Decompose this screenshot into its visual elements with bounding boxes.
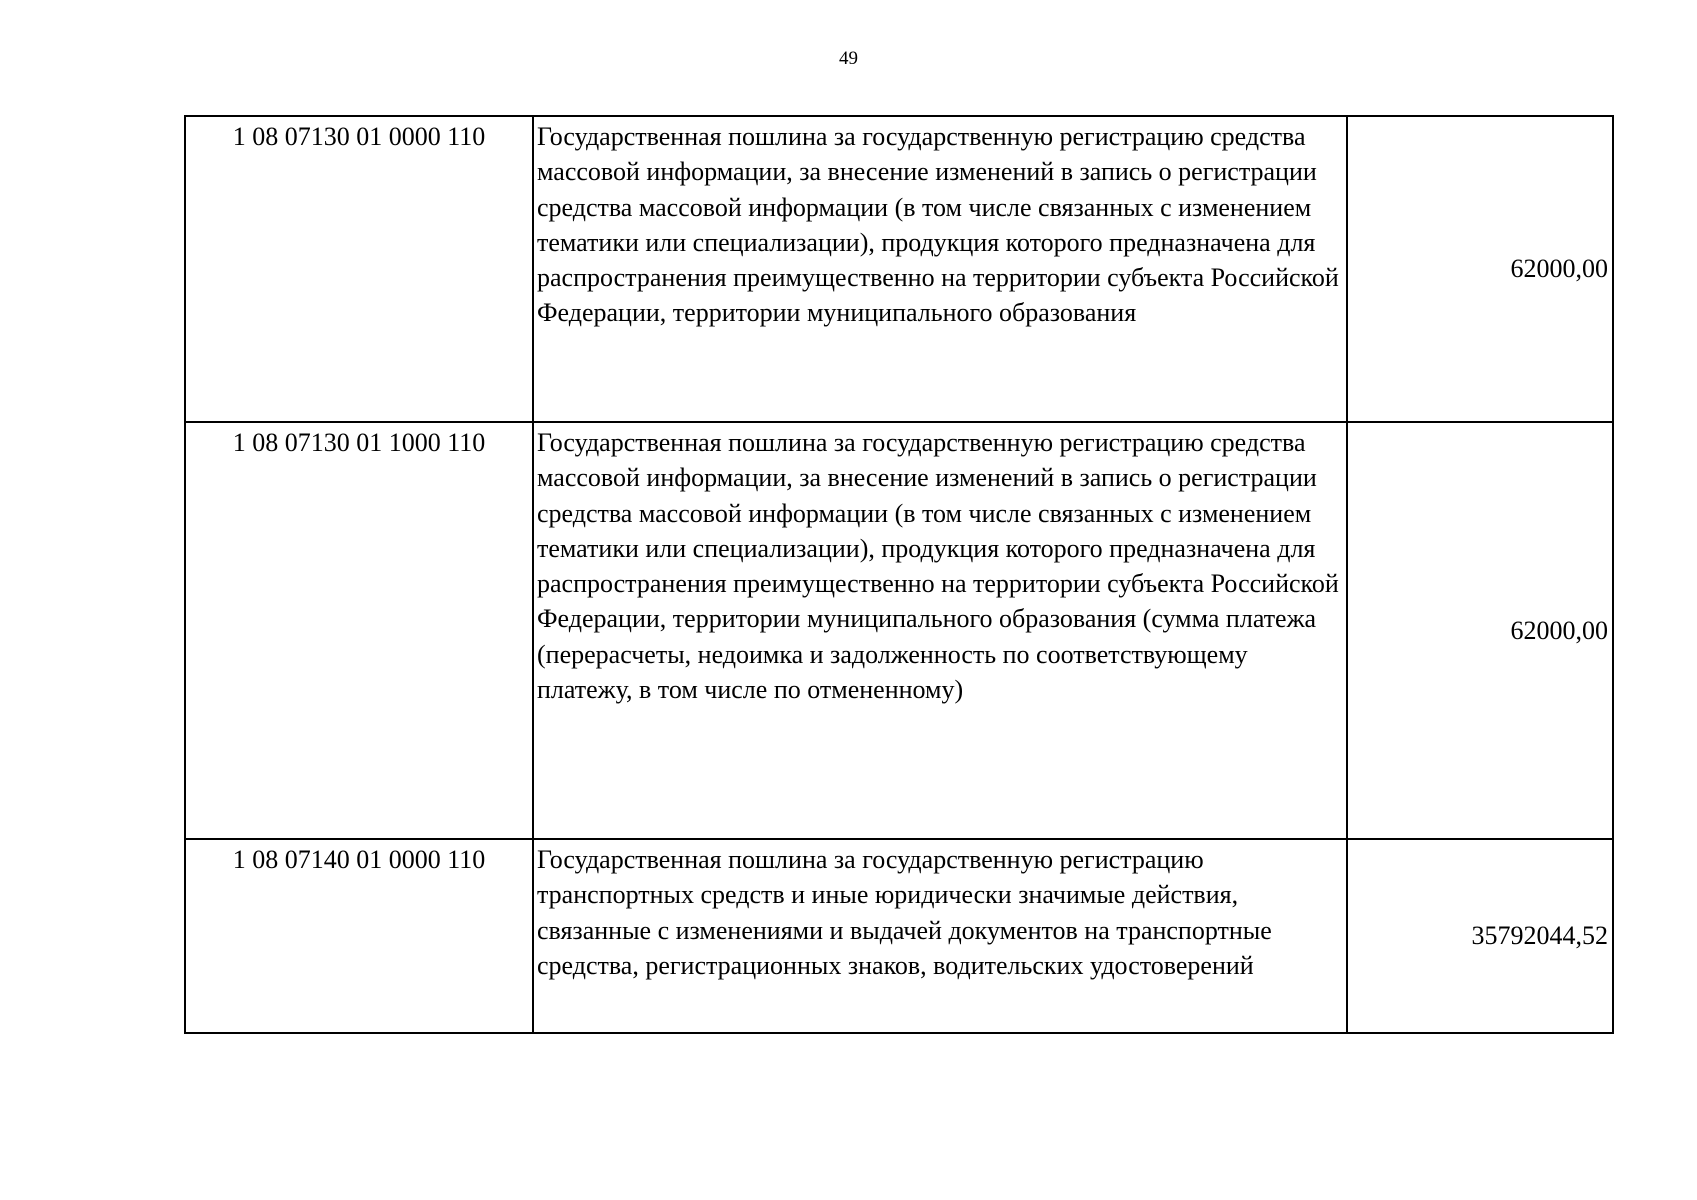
budget-classification-code: 1 08 07130 01 1000 110 bbox=[185, 422, 533, 839]
table-row bbox=[185, 839, 1613, 1033]
revenue-description: Государственная пошлина за государственную регистрацию средства массовой информации, за внесение изменений в запись о регистрации средства массовой информации (в том числе связанных с изменением тематики или специализации), продукция которого предназначена для распространения преимущественно на территории субъекта Российской Федерации, территории муниципального образования (сумма платежа (перерасчеты, недоимка и задолженность по соответствующему платежу, в том числе по отмененному) bbox=[533, 422, 1347, 839]
page-number: 49 bbox=[839, 48, 858, 69]
revenue-amount: 62000,00 bbox=[1347, 116, 1613, 422]
revenue-amount: 62000,00 bbox=[1347, 422, 1613, 839]
table-row bbox=[185, 422, 1613, 839]
budget-revenue-table bbox=[184, 115, 1614, 1034]
budget-classification-code: 1 08 07130 01 0000 110 bbox=[185, 116, 533, 422]
revenue-description: Государственная пошлина за государственную регистрацию средства массовой информации, за внесение изменений в запись о регистрации средства массовой информации (в том числе связанных с изменением тематики или специализации), продукция которого предназначена для распространения преимущественно на территории субъекта Российской Федерации, территории муниципального образования bbox=[533, 116, 1347, 422]
revenue-description: Государственная пошлина за государственную регистрацию транспортных средств и иные юридически значимые действия, связанные с изменениями и выдачей документов на транспортные средства, регистрационных знаков, водительских удостоверений bbox=[533, 839, 1347, 1033]
table-row bbox=[185, 116, 1613, 422]
revenue-amount: 35792044,52 bbox=[1347, 839, 1613, 1033]
budget-classification-code: 1 08 07140 01 0000 110 bbox=[185, 839, 533, 1033]
